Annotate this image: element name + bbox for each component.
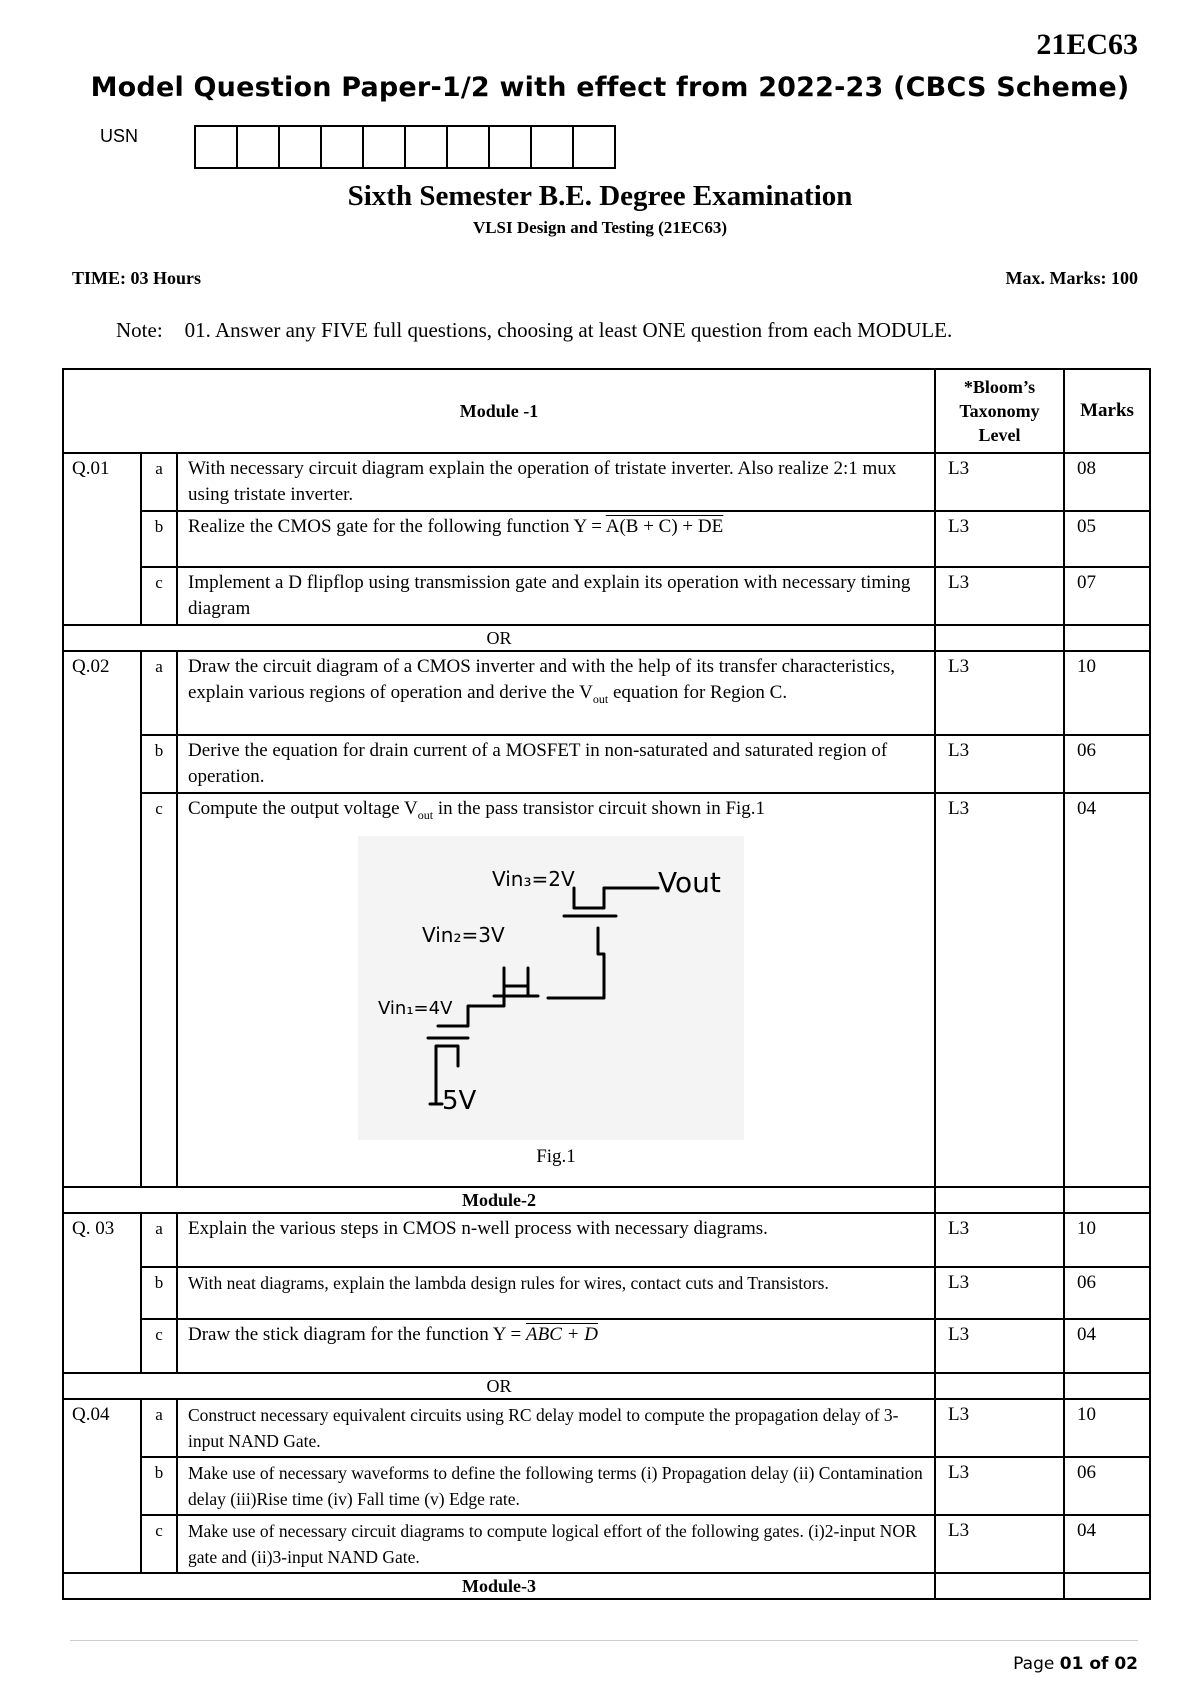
part-label: c [141, 793, 177, 1187]
page-total: 02 [1114, 1654, 1138, 1674]
note-text: 01. Answer any FIVE full questions, choosing at least ONE question from each MODULE. [184, 318, 953, 342]
text-prefix: Draw the stick diagram for the function Y = [188, 1324, 527, 1345]
table-row [63, 1399, 1150, 1457]
usn-box[interactable] [238, 125, 280, 169]
question-text: Derive the equation for drain current of a MOSFET in non-saturated and saturated region of operation. [177, 735, 935, 793]
table-row [63, 1515, 1150, 1573]
bloom-level: L3 [935, 735, 1064, 793]
bloom-level: L3 [935, 453, 1064, 511]
or-separator: OR [63, 1373, 935, 1399]
bloom-level: L3 [935, 1319, 1064, 1373]
page-number [1013, 1654, 1138, 1674]
marks-value: 10 [1064, 1213, 1150, 1267]
bloom-level: L3 [935, 511, 1064, 567]
usn-box[interactable] [196, 125, 238, 169]
vin3-label: Vin₃=2V [492, 866, 575, 891]
text-part: equation for Region C. [608, 682, 788, 703]
part-label: a [141, 453, 177, 511]
boolean-expression: A(B + C) + DE [605, 516, 724, 537]
usn-box[interactable] [322, 125, 364, 169]
question-number: Q.04 [63, 1399, 141, 1573]
table-row [63, 735, 1150, 793]
paper-title: Model Question Paper-1/2 with effect from 2022-23 (CBCS Scheme) [90, 72, 1130, 103]
text-part: Draw the circuit diagram of a CMOS inverter and with the help of its transfer characteristics, explain various regions of operation and derive the V [188, 656, 895, 703]
usn-box[interactable] [406, 125, 448, 169]
text-part: Compute the output voltage V [188, 798, 418, 819]
question-text [177, 511, 935, 567]
part-label: a [141, 1399, 177, 1457]
text-prefix: Realize the CMOS gate for the following function Y = [188, 516, 606, 537]
bloom-level: L3 [935, 1399, 1064, 1457]
bloom-level: L3 [935, 567, 1064, 625]
bloom-level: L3 [935, 1213, 1064, 1267]
question-number: Q.01 [63, 453, 141, 625]
bloom-heading: *Bloom’s Taxonomy Level [935, 369, 1064, 453]
footer-divider [70, 1640, 1138, 1641]
page-word: Page [1013, 1654, 1060, 1674]
or-separator: OR [63, 625, 935, 651]
pass-transistor-figure [358, 836, 744, 1140]
question-text: With neat diagrams, explain the lambda design rules for wires, contact cuts and Transistors. [177, 1267, 935, 1319]
vin1-label: Vin₁=4V [378, 997, 453, 1019]
usn-entry-boxes[interactable] [194, 125, 616, 169]
table-row [63, 511, 1150, 567]
usn-box[interactable] [448, 125, 490, 169]
usn-box[interactable] [280, 125, 322, 169]
marks-value: 04 [1064, 1319, 1150, 1373]
bloom-level: L3 [935, 651, 1064, 735]
question-text: Explain the various steps in CMOS n-well process with necessary diagrams. [177, 1213, 935, 1267]
usn-box[interactable] [532, 125, 574, 169]
marks-value: 05 [1064, 511, 1150, 567]
part-label: a [141, 651, 177, 735]
question-text: Make use of necessary circuit diagrams to compute logical effort of the following gates. (i)2-input NOR gate and (ii)3-input NAND Gate. [177, 1515, 935, 1573]
part-label: b [141, 735, 177, 793]
marks-value: 06 [1064, 1457, 1150, 1515]
page-current: 01 [1059, 1654, 1084, 1674]
part-label: a [141, 1213, 177, 1267]
module-heading: Module-2 [63, 1187, 935, 1213]
source-voltage-label: 5V [442, 1085, 477, 1116]
usn-box[interactable] [490, 125, 532, 169]
marks-value: 10 [1064, 1399, 1150, 1457]
part-label: b [141, 1457, 177, 1515]
of-word: of [1083, 1654, 1115, 1674]
or-row [63, 1373, 1150, 1399]
table-row [63, 453, 1150, 511]
usn-box[interactable] [364, 125, 406, 169]
question-text: Construct necessary equivalent circuits using RC delay model to compute the propagation delay of 3-input NAND Gate. [177, 1399, 935, 1457]
note [116, 318, 952, 343]
part-label: b [141, 511, 177, 567]
marks-value: 04 [1064, 793, 1150, 1187]
table-row [63, 567, 1150, 625]
time-allowed: TIME: 03 Hours [72, 268, 202, 288]
question-number: Q.02 [63, 651, 141, 1187]
module-heading: Module-3 [63, 1573, 935, 1599]
bloom-level: L3 [935, 1515, 1064, 1573]
usn-label: USN [100, 126, 139, 146]
course-code: 21EC63 [1036, 28, 1138, 61]
max-marks: Max. Marks: 100 [1005, 268, 1138, 288]
figure-caption: Fig.1 [536, 1145, 576, 1167]
question-text: With necessary circuit diagram explain the operation of tristate inverter. Also realize 2:1 mux using tristate inverter. [177, 453, 935, 511]
bloom-level: L3 [935, 1457, 1064, 1515]
marks-heading: Marks [1064, 369, 1150, 453]
text-part: in the pass transistor circuit shown in Fig.1 [433, 798, 766, 819]
question-text: Make use of necessary waveforms to define the following terms (i) Propagation delay (ii) Contamination delay (iii)Rise time (iv) Fall time (v) Edge rate. [177, 1457, 935, 1515]
subscript: out [592, 691, 609, 706]
table-row [63, 1319, 1150, 1373]
table-header-row [63, 369, 1150, 453]
exam-title: Sixth Semester B.E. Degree Examination [347, 180, 853, 212]
subject-title: VLSI Design and Testing (21EC63) [472, 218, 728, 237]
part-label: c [141, 567, 177, 625]
module-heading: Module -1 [63, 369, 935, 453]
question-text [177, 793, 935, 1187]
question-text [177, 1319, 935, 1373]
module-row [63, 1187, 1150, 1213]
vout-label: Vout [658, 865, 721, 899]
boolean-expression: ABC + D [526, 1324, 598, 1345]
marks-value: 08 [1064, 453, 1150, 511]
table-row [63, 1213, 1150, 1267]
usn-box[interactable] [574, 125, 616, 169]
part-label: b [141, 1267, 177, 1319]
note-label: Note: [116, 318, 163, 342]
bloom-level: L3 [935, 1267, 1064, 1319]
or-row [63, 625, 1150, 651]
part-label: c [141, 1515, 177, 1573]
subscript: out [417, 807, 434, 822]
question-text [177, 651, 935, 735]
question-text: Implement a D flipflop using transmission gate and explain its operation with necessary timing diagram [177, 567, 935, 625]
marks-value: 10 [1064, 651, 1150, 735]
question-number: Q. 03 [63, 1213, 141, 1373]
part-label: c [141, 1319, 177, 1373]
marks-value: 04 [1064, 1515, 1150, 1573]
module-row [63, 1573, 1150, 1599]
vin2-label: Vin₂=3V [422, 922, 505, 947]
table-row [63, 1457, 1150, 1515]
marks-value: 06 [1064, 735, 1150, 793]
table-row [63, 651, 1150, 735]
marks-value: 06 [1064, 1267, 1150, 1319]
bloom-level: L3 [935, 793, 1064, 1187]
question-table [62, 368, 1151, 1600]
marks-value: 07 [1064, 567, 1150, 625]
table-row [63, 793, 1150, 1187]
table-row [63, 1267, 1150, 1319]
